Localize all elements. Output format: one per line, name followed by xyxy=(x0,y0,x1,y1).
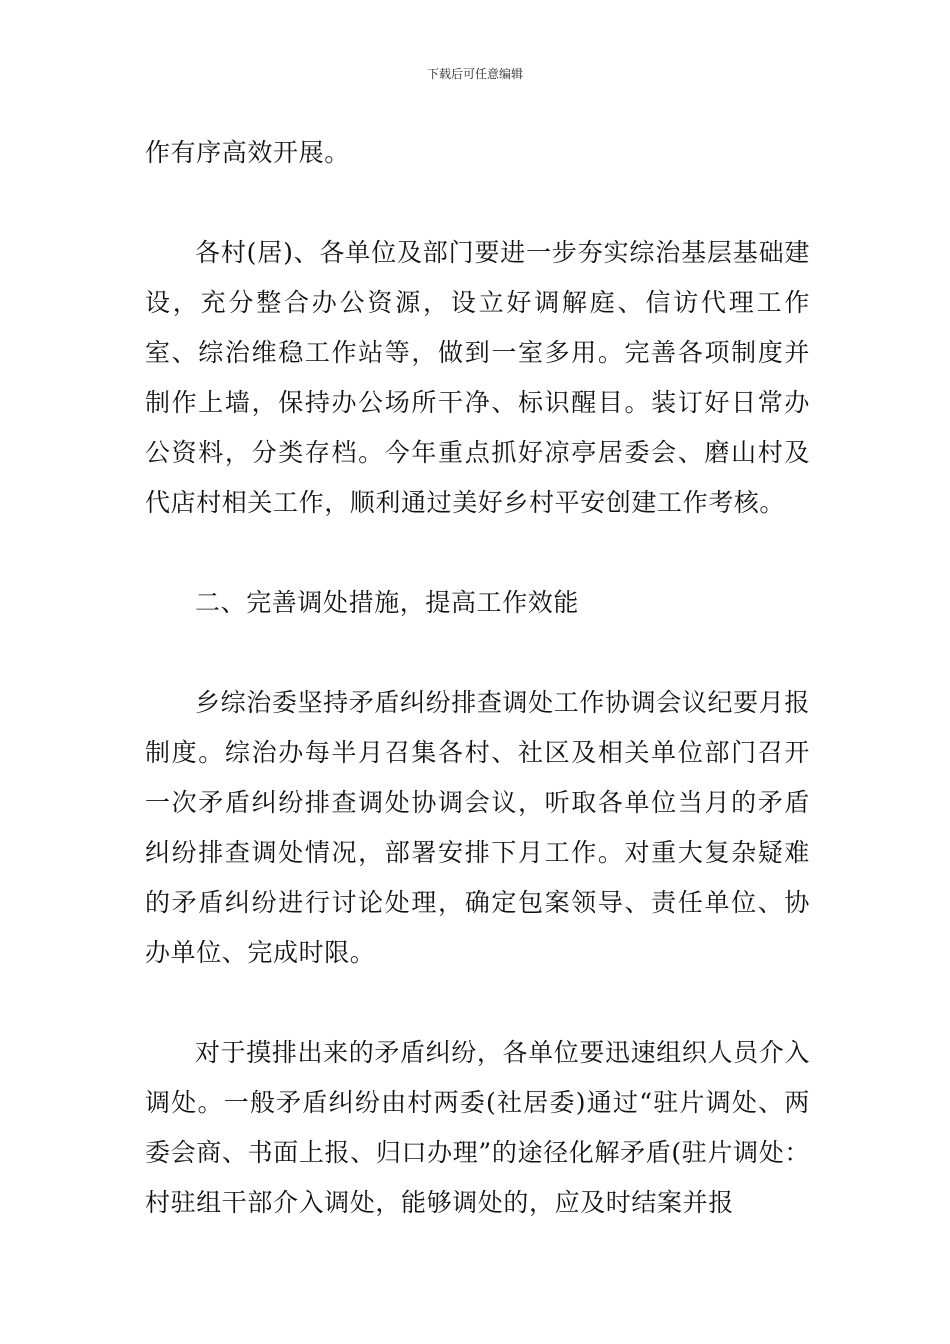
page-header-note: 下载后可任意编辑 xyxy=(426,67,523,81)
paragraph-gap xyxy=(145,528,810,578)
paragraph-gap xyxy=(145,178,810,228)
document-body xyxy=(145,128,810,1228)
paragraph-infrastructure: 各村(居)、各单位及部门要进一步夯实综治基层基础建设，充分整合办公资源，设立好调解庭、信访代理工作室、综治维稳工作站等，做到一室多用。完善各项制度并制作上墙，保持办公场所干净、标识醒目。装订好日常办公资料，分类存档。今年重点抓好凉亭居委会、磨山村及代店村相关工作，顺利通过美好乡村平安创建工作考核。 xyxy=(145,238,810,517)
paragraph-gap xyxy=(145,628,810,678)
paragraph-gap xyxy=(145,978,810,1028)
continuation-text: 作有序高效开展。 xyxy=(145,138,350,167)
section-heading: 二、完善调处措施，提高工作效能 xyxy=(195,588,580,617)
paragraph-dispute-handling: 对于摸排出来的矛盾纠纷，各单位要迅速组织人员介入调处。一般矛盾纠纷由村两委(社居委)通过“驻片调处、两委会商、书面上报、归口办理”的途径化解矛盾(驻片调处：村驻组干部介入调处，能够调处的，应及时结案并报 xyxy=(145,1038,810,1217)
paragraph-meeting-system: 乡综治委坚持矛盾纠纷排查调处工作协调会议纪要月报制度。综治办每半月召集各村、社区及相关单位部门召开一次矛盾纠纷排查调处协调会议，听取各单位当月的矛盾纠纷排查调处情况，部署安排下月工作。对重大复杂疑难的矛盾纠纷进行讨论处理，确定包案领导、责任单位、协办单位、完成时限。 xyxy=(145,688,810,967)
